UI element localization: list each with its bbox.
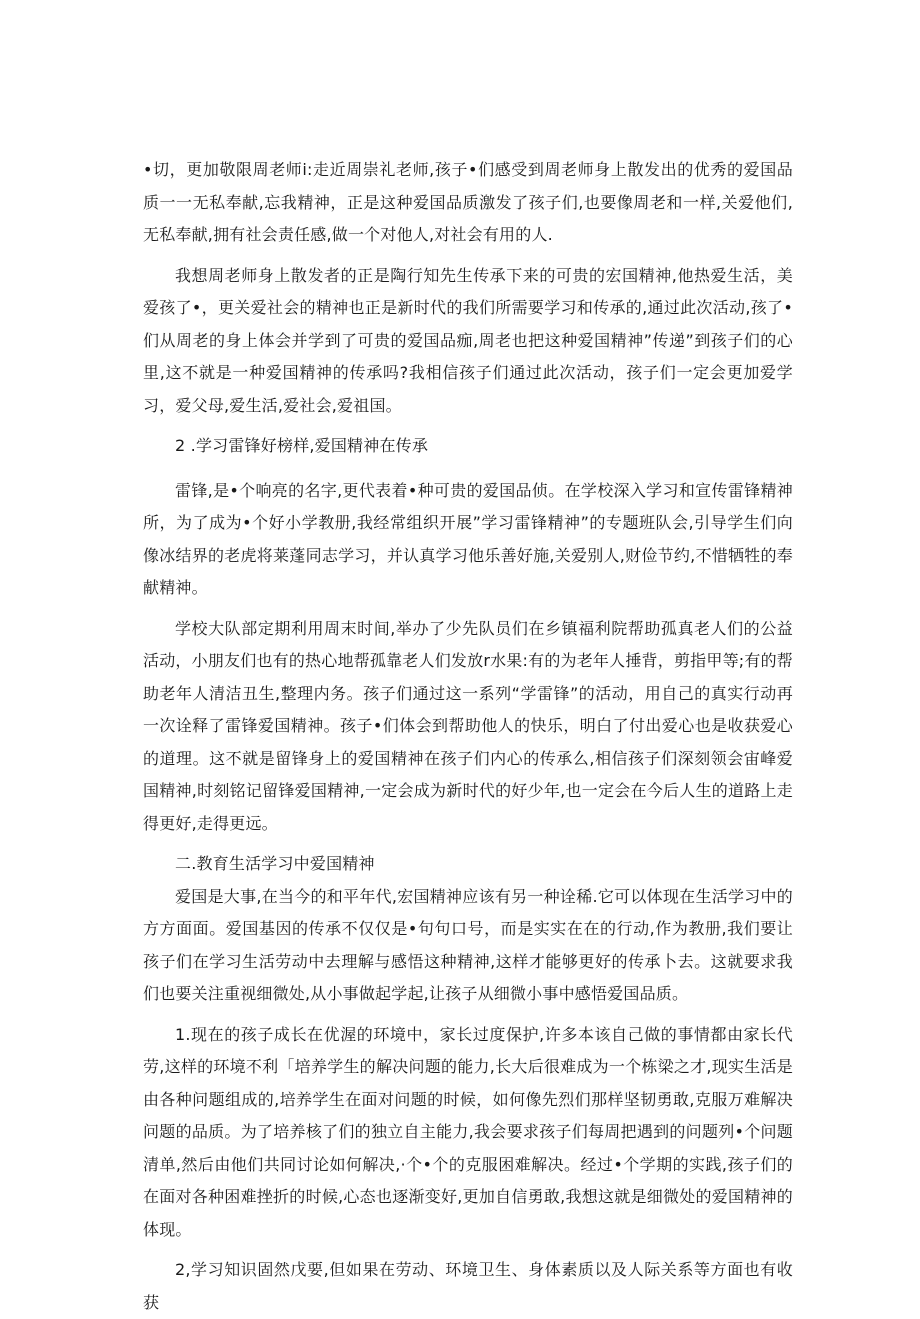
paragraph-6: 1.现在的孩子成长在优渥的环境中，家长过度保护,许多本该自己做的事情都由家长代劳,这样的环境不利「培养学生的解决问题的能力,长大后很难成为一个栋梁之才,现实生活是由各种问题组成的,培养学生在面对问题的时候，如何像先烈们那样坚韧勇敢,克服万难解决问题的品质。为了培养核了们的独立自主能力,我会要求孩子们每周把遇到的问题列•个问题清单,然后由他们共同讨论如何解决,·个•个的克服困难解决。经过•个学期的实践,孩子们的在面对各种困难挫折的时候,心态也逐渐变好,更加自信勇敢,我想这就是细微处的爱国精神的体现。 [143, 1024, 793, 1239]
section-heading-1: 2 .学习雷锋好榜样,爱国精神在传承 [175, 436, 429, 455]
paragraph-2: 我想周老师身上散发者的正是陶行知先生传承下来的可贵的宏国精神,他热爱生活，美爱孩了•，更关爱社会的精神也正是新时代的我们所需要学习和传承的,通过此次活动,孩了•们从周老的身上体会并学到了可贵的爱国品痂,周老也把这种爱国精神”传递”到孩子们的心里,这不就是一种爱国精神的传承吗?我相信孩子们通过此次活动，孩子们一定会更加爱学习，爱父母,爱生活,爱社会,爱祖国。 [143, 265, 793, 415]
paragraph-3: 雷锋,是•个响亮的名字,更代表着•种可贵的爱国品侦。在学校深入学习和宣传雷锋精神所，为了成为•个好小学教册,我经常组织开展”学习雷锋精神”的专题班队会,引导学生们向像冰结界的老虎将莱蓬同志学习，并认真学习他乐善好施,关爱别人,财俭节约,不惜牺牲的奉献精神。 [143, 480, 793, 597]
text-column [143, 154, 793, 1319]
paragraph-4: 学校大队部定期利用周末时间,举办了少先队员们在乡镇福利院帮助孤真老人们的公益活动，小朋友们也有的热心地帮孤靠老人们发放r水果:有的为老年人捶背，剪指甲等;有的帮助老年人清洁丑生,整理内务。孩子们通过这一系列“学雷锋”的活动，用自己的真实行动再一次诠释了雷锋爱国精神。孩子•们体会到帮助他人的快乐，明白了付出爱心也是收获爱心的道理。这不就是留锋身上的爱国精神在孩子们内心的传承么,相信孩子们深刻领会宙峰爱国精神,时刻铭记留锋爱国精神,一定会成为新时代的好少年,也一定会在今后人生的道路上走得更好,走得更远。 [143, 618, 793, 833]
paragraph-1: •切，更加敬限周老师i:走近周崇礼老师,孩子•们感受到周老师身上散发出的优秀的爱国品质一一无私奉献,忘我精神，正是这种爱国品质激发了孩子们,也要像周老和一样,关爱他们,无私奉献,拥有社会责任感,做一个对他人,对社会有用的人. [143, 160, 793, 244]
paragraph-7: 2,学习知识固然戊要,但如果在劳动、环境卫生、身体素质以及人际关系等方面也有收获 [143, 1260, 793, 1312]
paragraph-5: 爱国是大事,在当今的和平年代,宏国精神应该有另一种诠稀.它可以体现在生活学习中的方方面面。爱国基因的传承不仅仅是•句句口号，而是实实在在的行动,作为教册,我们要让孩子们在学习生活劳动中去理解与感悟这种精神,这样才能够更好的传承卜去。这就要求我们也要关注重视细微处,从小事做起学起,让孩子从细微小事中感悟爱国品质。 [143, 886, 793, 1003]
section-heading-2: 二.教育生活学习中爱国精神 [175, 854, 375, 873]
